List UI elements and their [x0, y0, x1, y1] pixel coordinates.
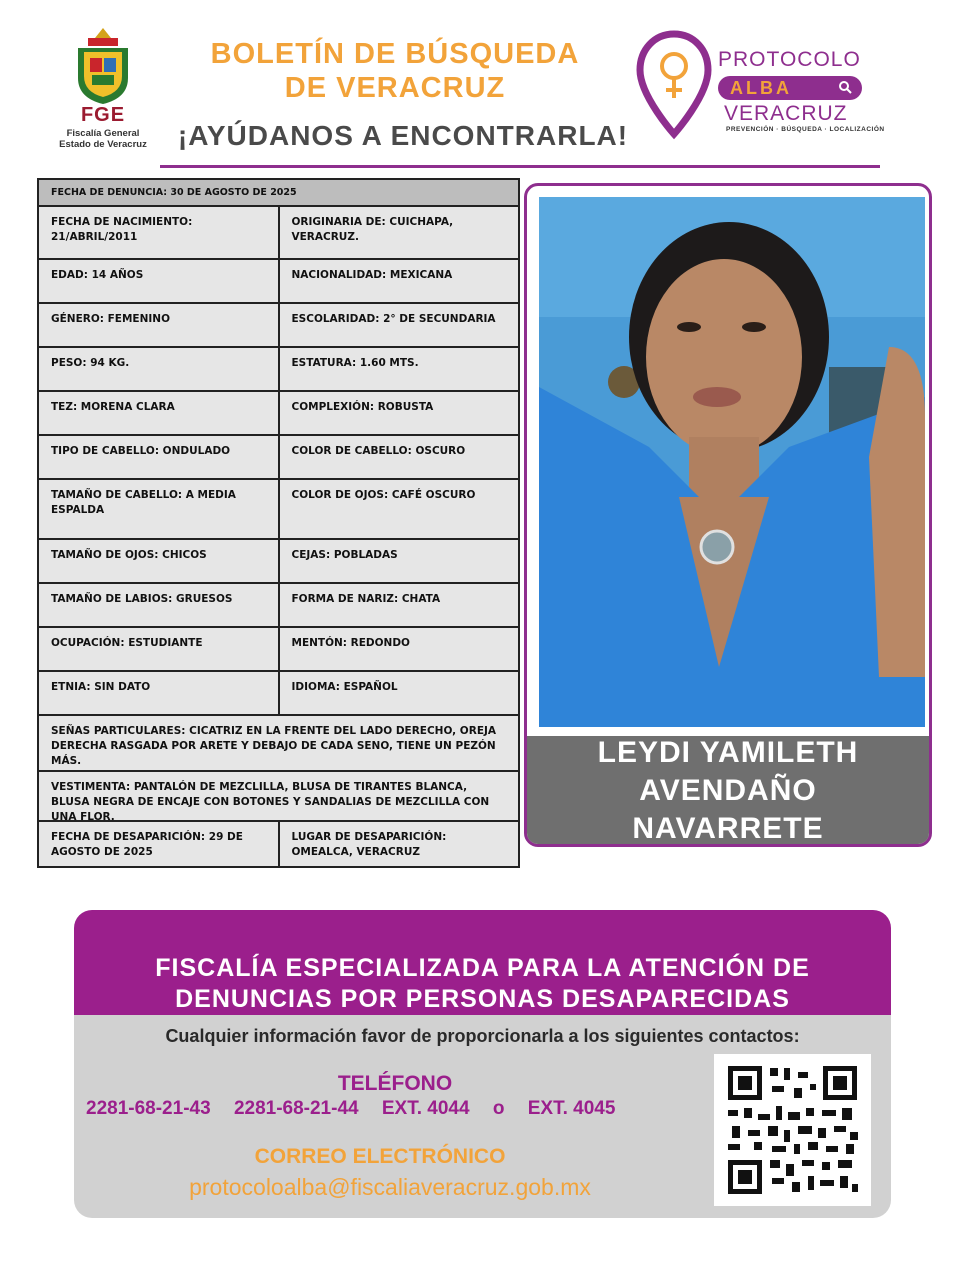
origin: ORIGINARIA DE: CUICHAPA, VERACRUZ.: [278, 207, 519, 258]
missing-person-record-table: [37, 178, 520, 868]
nationality: NACIONALIDAD: MEXICANA: [278, 260, 519, 302]
lip-size: TAMAÑO DE LABIOS: GRUESOS: [51, 593, 233, 605]
eye-color: COLOR DE OJOS: CAFÉ OSCURO: [278, 480, 519, 538]
schooling: ESCOLARIDAD: 2° DE SECUNDARIA: [278, 304, 519, 346]
table-row: [39, 626, 518, 670]
location-pin-female-icon: [636, 30, 712, 140]
particular-marks: SEÑAS PARTICULARES: CICATRIZ EN LA FRENTE DEL LADO DERECHO, OREJA DERECHA RASGADA POR ARETE Y DEBAJO DE CADA SENO, TIENE UN PEZÓN MÁS.: [51, 725, 497, 767]
agency-full-name-line1: Fiscalía General: [66, 128, 140, 139]
protocol-logo-word2: ALBA: [730, 78, 792, 98]
build: COMPLEXIÓN: ROBUSTA: [278, 392, 519, 434]
table-row: [39, 582, 518, 626]
protocol-logo-tagline: PREVENCIÓN · BÚSQUEDA · LOCALIZACIÓN: [726, 126, 885, 133]
table-row: [39, 205, 518, 258]
skin-tone: TEZ: MORENA CLARA: [51, 401, 175, 413]
phone-extension: EXT. 4045: [527, 1098, 616, 1119]
bulletin-title-line1: BOLETÍN DE BÚSQUEDA: [210, 38, 580, 70]
hair-length: TAMAÑO DE CABELLO: A MEDIA ESPALDA: [51, 489, 236, 516]
email-address[interactable]: protocoloalba@fiscaliaveracruz.gob.mx: [189, 1174, 591, 1200]
protocol-logo-word1: PROTOCOLO: [718, 48, 861, 71]
protocol-logo-word3: VERACRUZ: [724, 102, 848, 125]
call-to-action: ¡AYÚDANOS A ENCONTRARLA!: [177, 120, 629, 151]
table-row: [39, 258, 518, 302]
occupation: OCUPACIÓN: ESTUDIANTE: [51, 637, 203, 649]
qr-code-icon[interactable]: [714, 1054, 871, 1206]
extension-separator: o: [492, 1098, 505, 1119]
phone-number[interactable]: 2281-68-21-44: [233, 1098, 359, 1119]
agency-full-name-line2: Estado de Veracruz: [59, 139, 147, 150]
table-row: [39, 346, 518, 390]
birth-date: FECHA DE NACIMIENTO: 21/ABRIL/2011: [51, 216, 193, 243]
disappearance-date: FECHA DE DESAPARICIÓN: 29 DE AGOSTO DE 2025: [51, 831, 243, 858]
agency-short-name: FGE: [80, 104, 126, 126]
table-row: [39, 434, 518, 478]
office-title-line1: FISCALÍA ESPECIALIZADA PARA LA ATENCIÓN DE: [155, 954, 810, 982]
phone-number[interactable]: 2281-68-21-43: [86, 1098, 211, 1119]
report-date: FECHA DE DENUNCIA: 30 DE AGOSTO DE 2025: [51, 187, 297, 198]
hair-color: COLOR DE CABELLO: OSCURO: [278, 436, 519, 478]
eyebrows: CEJAS: POBLADAS: [278, 540, 519, 582]
disappearance-place: LUGAR DE DESAPARICIÓN: OMEALCA, VERACRUZ: [278, 822, 519, 866]
table-row: [39, 478, 518, 538]
phone-numbers: [86, 1098, 706, 1120]
language: IDIOMA: ESPAÑOL: [278, 672, 519, 714]
table-row: [39, 390, 518, 434]
chin: MENTÓN: REDONDO: [278, 628, 519, 670]
hair-type: TIPO DE CABELLO: ONDULADO: [51, 445, 231, 457]
email-title: CORREO ELECTRÓNICO: [254, 1145, 506, 1168]
agency-full-name: [50, 128, 156, 150]
table-row: [39, 770, 518, 823]
eye-size: TAMAÑO DE OJOS: CHICOS: [51, 549, 207, 561]
gender: GÉNERO: FEMENINO: [51, 313, 170, 325]
table-row: [39, 670, 518, 714]
person-photo: [539, 197, 925, 727]
table-header-row: [39, 180, 518, 205]
contact-lead-text: Cualquier información favor de proporcionarla a los siguientes contactos:: [165, 1026, 800, 1046]
table-row: [39, 302, 518, 346]
ethnicity: ETNIA: SIN DATO: [51, 681, 151, 693]
phone-title: TELÉFONO: [337, 1072, 453, 1095]
person-name-line1: LEYDI YAMILETH: [597, 736, 859, 769]
clothing: VESTIMENTA: PANTALÓN DE MEZCLILLA, BLUSA DE TIRANTES BLANCA, BLUSA NEGRA DE ENCAJE CON BOTONES Y SANDALIAS DE MEZCLILLA CON UNA FLOR.: [51, 781, 490, 823]
person-name-line2: AVENDAÑO: [639, 774, 817, 807]
height: ESTATURA: 1.60 MTS.: [278, 348, 519, 390]
bulletin-title-line2: DE VERACRUZ: [284, 72, 506, 104]
search-icon: [838, 80, 852, 94]
phone-extension: EXT. 4044: [381, 1098, 470, 1119]
table-row: [39, 538, 518, 582]
table-row: [39, 714, 518, 770]
state-seal-logo: [70, 28, 136, 104]
table-row: [39, 820, 518, 866]
nose-shape: FORMA DE NARIZ: CHATA: [278, 584, 519, 626]
age: EDAD: 14 AÑOS: [51, 269, 144, 281]
office-title: [74, 953, 891, 1015]
header-divider: [160, 165, 880, 168]
person-name-line3: NAVARRETE: [632, 812, 824, 845]
weight: PESO: 94 KG.: [51, 357, 130, 369]
office-title-line2: DENUNCIAS POR PERSONAS DESAPARECIDAS: [175, 985, 790, 1013]
person-photo-card: [524, 183, 932, 847]
person-name-band: [527, 736, 929, 844]
